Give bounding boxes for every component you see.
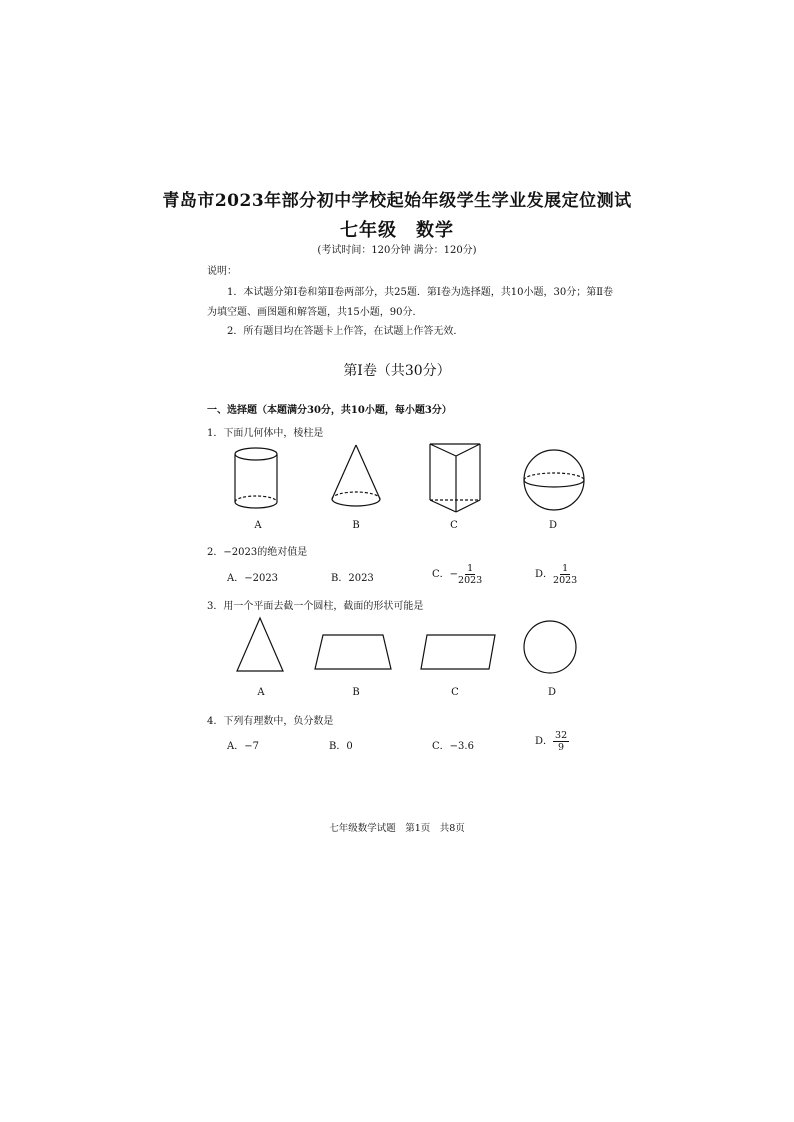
question-2-stem: 2．−2023的绝对值是 [207, 547, 308, 558]
exam-title: 青岛市2023年部分初中学校起始年级学生学业发展定位测试 [162, 191, 632, 211]
q2-option-c [432, 563, 482, 586]
q2-option-d-prefix: D． [535, 569, 554, 580]
q4-option-d-prefix: D． [535, 736, 554, 747]
triangle-icon [234, 614, 286, 674]
q1-option-b-label: B [352, 520, 360, 531]
q4-option-d-denominator: 9 [558, 742, 565, 753]
q3-option-d-label: D [547, 687, 557, 698]
q2-option-d-denominator: 2023 [553, 575, 578, 586]
page-footer: 七年级数学试题 第1页 共8页 [329, 823, 465, 834]
q2-option-d [535, 563, 577, 586]
q2-option-c-fraction [458, 563, 482, 586]
q1-option-d-label: D [548, 520, 558, 531]
q4-option-c: C．−3.6 [432, 741, 474, 752]
q2-option-d-fraction [553, 563, 577, 586]
subject-title: 七年级 数学 [340, 220, 454, 241]
q2-option-c-denominator: 2023 [458, 575, 483, 586]
q2-option-d-numerator: 1 [562, 563, 569, 574]
q3-option-b-label: B [352, 687, 360, 698]
triangular-prism-icon [426, 440, 484, 516]
q2-option-b: B．2023 [331, 573, 374, 584]
q3-option-a-label: A [257, 687, 265, 698]
part1-heading: 第Ⅰ卷（共30分） [343, 363, 451, 379]
instruction-item-1-line-2: 为填空题、画图题和解答题，共15小题，90分． [207, 307, 423, 318]
q2-option-c-numerator: 1 [467, 563, 474, 574]
instructions-label: 说明： [207, 266, 237, 277]
circle-icon [521, 618, 579, 676]
q1-option-a-label: A [254, 520, 262, 531]
cylinder-icon [232, 446, 280, 510]
cone-icon [329, 443, 383, 511]
q2-option-a: A．−2023 [227, 573, 279, 584]
q4-option-d-fraction [553, 730, 569, 753]
question-3-stem: 3．用一个平面去截一个圆柱，截面的形状可能是 [207, 601, 424, 612]
sphere-icon [521, 447, 587, 513]
q3-option-c-label: C [451, 687, 459, 698]
q4-option-a: A．−7 [227, 741, 259, 752]
exam-info: (考试时间：120分钟 满分：120分) [317, 245, 477, 256]
parallelogram-icon [419, 632, 499, 672]
instruction-item-2: 2．所有题目均在答题卡上作答，在试题上作答无效． [227, 326, 464, 337]
q2-option-c-prefix: C．− [432, 569, 459, 580]
section-title: 一、选择题（本题满分30分，共10小题，每小题3分） [207, 405, 452, 416]
question-1-stem: 1．下面几何体中，棱柱是 [207, 428, 324, 439]
question-4-stem: 4．下列有理数中，负分数是 [207, 716, 334, 727]
q4-option-d-numerator: 32 [555, 730, 568, 741]
q1-option-c-label: C [450, 520, 458, 531]
instruction-item-1-line-1: 1．本试题分第Ⅰ卷和第Ⅱ卷两部分，共25题．第Ⅰ卷为选择题，共10小题，30分；第Ⅱ卷 [227, 287, 614, 298]
q4-option-d [535, 730, 569, 753]
trapezoid-icon [313, 632, 393, 672]
q4-option-b: B．0 [329, 741, 353, 752]
